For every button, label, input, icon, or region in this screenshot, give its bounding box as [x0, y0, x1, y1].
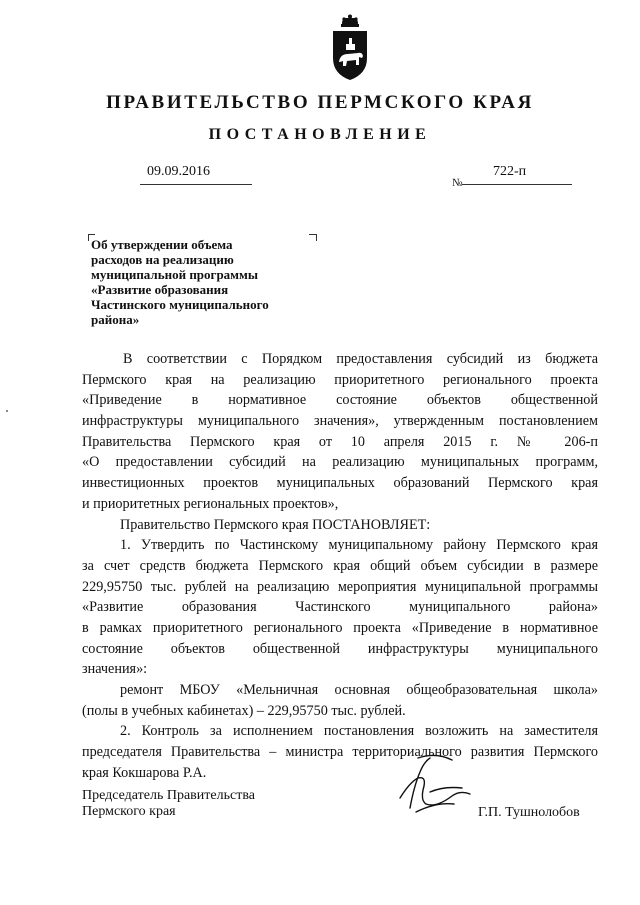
body-line: края Кокшарова Р.А.: [82, 764, 207, 781]
body-line: «Приведение в нормативное состояние объектов общественной: [82, 392, 598, 409]
body-line: «Развитие образования Частинского муниципального района»: [82, 599, 598, 616]
body-line: Правительство Пермского края ПОСТАНОВЛЯЕТ:: [120, 516, 431, 533]
subject-corner-mark: [88, 234, 95, 235]
body-line: инфраструктуры муниципального значения», утвержденным постановлением: [82, 413, 598, 430]
coat-of-arms-icon: [328, 14, 372, 82]
signatory-position-line: Пермского края: [82, 804, 176, 819]
body-line: «О предоставлении субсидий на реализацию муниципальных программ,: [82, 454, 598, 471]
body-line: значения»:: [82, 661, 148, 678]
subject-line: расходов на реализацию: [91, 252, 234, 267]
number-underline: [462, 184, 572, 185]
document-type: ПОСТАНОВЛЕНИЕ: [208, 126, 432, 143]
subject-line: «Развитие образования: [91, 282, 229, 297]
subject-corner-mark: [309, 234, 316, 235]
subject-line: Об утверждении объема: [91, 237, 233, 252]
body-line: инвестиционных проектов муниципальных образований Пермского края: [82, 475, 598, 492]
body-line: 1. Утвердить по Частинскому муниципальному району Пермского края: [120, 537, 598, 554]
government-title: ПРАВИТЕЛЬСТВО ПЕРМСКОГО КРАЯ: [106, 92, 534, 113]
body-line: ремонт МБОУ «Мельничная основная общеобразовательная школа»: [120, 682, 598, 698]
body-line: в рамках приоритетного регионального проекта «Приведение в нормативное: [82, 619, 598, 636]
date-underline: [140, 184, 252, 185]
signatory-name: Г.П. Тушнолобов: [478, 805, 580, 820]
document-number: 722-п: [493, 164, 527, 179]
signatory-position: [82, 788, 255, 820]
subject-corner-mark: [88, 234, 89, 241]
body-line: Правительства Пермского края от 10 апреля 2015 г. № 206-п: [82, 433, 598, 450]
body-line: состояние объектов общественной инфраструктуры муниципального: [82, 640, 598, 657]
subject-line: муниципальной программы: [91, 267, 259, 282]
body-line: 229,95750 тыс. рублей на реализацию мероприятия муниципальной программы: [82, 578, 598, 595]
signatory-position-line: Председатель Правительства: [82, 788, 255, 803]
body-line: Пермского края на реализацию приоритетного регионального проекта: [82, 371, 598, 388]
body-line: 2. Контроль за исполнением постановления возложить на заместителя: [120, 723, 598, 740]
scan-speck: [6, 410, 8, 412]
body-line: председателя Правительства – министра территориального развития Пермского: [82, 744, 598, 761]
body-line: за счет средств бюджета Пермского края общий объем субсидии в размере: [82, 557, 598, 574]
document-body: [82, 349, 598, 783]
subject-line: района»: [91, 312, 140, 327]
body-line: В соответствии с Порядком предоставления субсидий из бюджета: [123, 351, 598, 367]
subject-line: Частинского муниципального: [91, 297, 269, 312]
document-date: 09.09.2016: [147, 164, 210, 179]
handwritten-signature: [396, 752, 476, 814]
body-line: и приоритетных региональных проектов»,: [82, 495, 339, 512]
body-line: (полы в учебных кабинетах) – 229,95750 тыс. рублей.: [82, 702, 406, 719]
document-subject: [91, 237, 331, 327]
number-sign: №: [452, 177, 463, 189]
